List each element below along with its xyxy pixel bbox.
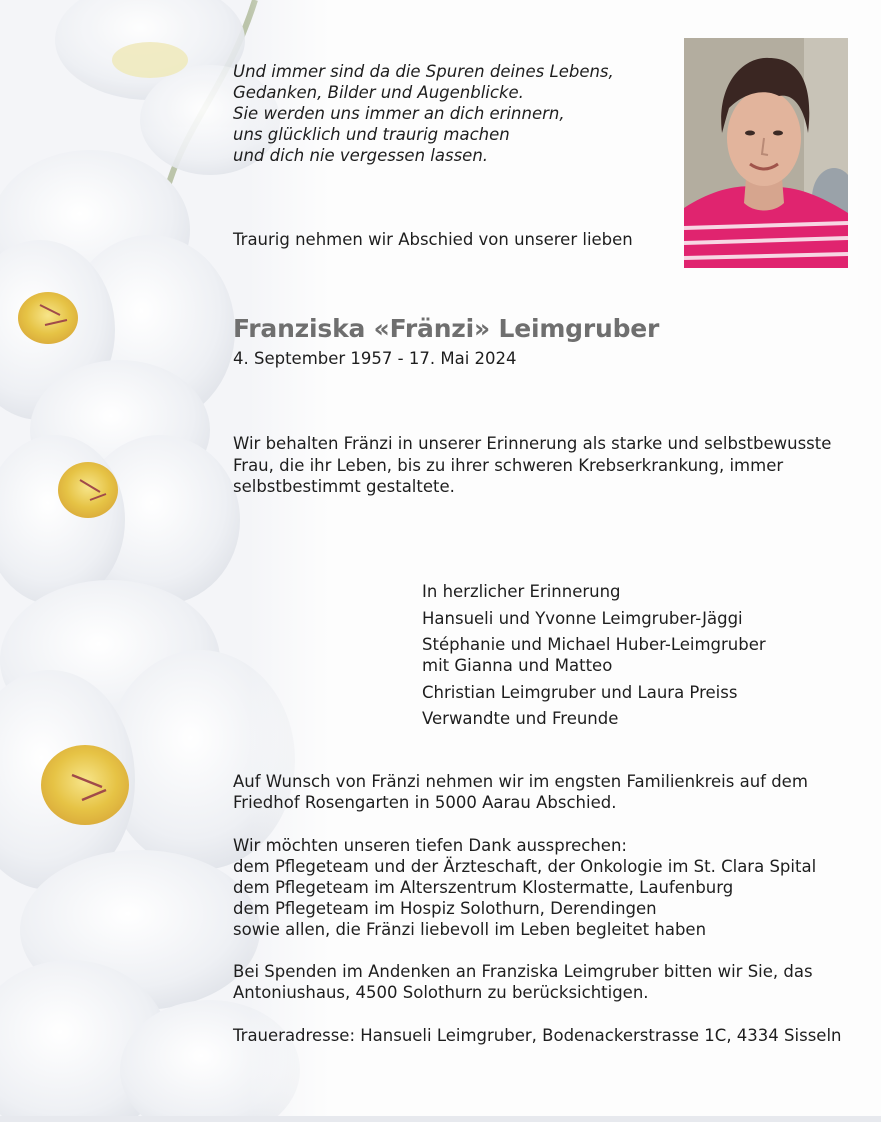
poem-line: uns glücklich und traurig machen: [233, 125, 510, 144]
memory-paragraph: [233, 433, 831, 498]
poem: [233, 61, 614, 166]
portrait-photo: [684, 38, 848, 268]
poem-line: und dich nie vergessen lassen.: [233, 146, 489, 165]
mourner-entry-line: Stéphanie und Michael Huber-Leimgruber: [422, 635, 766, 654]
poem-line: Gedanken, Bilder und Augenblicke.: [233, 83, 524, 102]
thanks-line: Wir möchten unseren tiefen Dank aussprechen:: [233, 836, 627, 855]
poem-line: Und immer sind da die Spuren deines Lebens,: [233, 62, 614, 81]
page-bottom-edge: [0, 1116, 881, 1122]
thanks-line: sowie allen, die Fränzi liebevoll im Leben begleitet haben: [233, 920, 707, 939]
memory-line: Wir behalten Fränzi in unserer Erinnerung als starke und selbstbewusste: [233, 434, 832, 453]
donation-line: Bei Spenden im Andenken an Franziska Leimgruber bitten wir Sie, das: [233, 962, 813, 981]
orchid-background-illustration: [0, 0, 330, 1122]
intro-text: Traurig nehmen wir Abschied von unserer lieben: [233, 230, 633, 249]
donation-note: [233, 961, 813, 1003]
deceased-name: Franziska «Fränzi» Leimgruber: [233, 314, 660, 343]
thanks-line: dem Pflegeteam im Alterszentrum Klostermatte, Laufenburg: [233, 878, 734, 897]
thanks-line: dem Pflegeteam im Hospiz Solothurn, Derendingen: [233, 899, 657, 918]
poem-line: Sie werden uns immer an dich erinnern,: [233, 104, 565, 123]
life-dates: 4. September 1957 - 17. Mai 2024: [233, 349, 517, 368]
memory-line: selbstbestimmt gestaltete.: [233, 477, 455, 496]
funeral-line: Auf Wunsch von Fränzi nehmen wir im engsten Familienkreis auf dem: [233, 772, 808, 791]
mourning-address: Traueradresse: Hansueli Leimgruber, Bodenackerstrasse 1C, 4334 Sisseln: [233, 1026, 842, 1045]
mourner-entry: Hansueli und Yvonne Leimgruber-Jäggi: [422, 608, 743, 628]
mourners-list: [422, 581, 766, 735]
mourners-heading: In herzlicher Erinnerung: [422, 582, 621, 601]
funeral-note: [233, 771, 808, 813]
thanks-section: [233, 835, 816, 940]
mourner-entry-line: mit Gianna und Matteo: [422, 656, 613, 675]
donation-line: Antoniushaus, 4500 Solothurn zu berücksichtigen.: [233, 983, 649, 1002]
memory-line: Frau, die ihr Leben, bis zu ihrer schweren Krebserkrankung, immer: [233, 455, 784, 475]
mourner-entry: Verwandte und Freunde: [422, 709, 619, 728]
thanks-line: dem Pflegeteam und der Ärzteschaft, der Onkologie im St. Clara Spital: [233, 857, 817, 876]
funeral-line: Friedhof Rosengarten in 5000 Aarau Abschied.: [233, 793, 617, 812]
mourner-entry: [422, 634, 766, 682]
mourner-entry: Christian Leimgruber und Laura Preiss: [422, 682, 738, 702]
